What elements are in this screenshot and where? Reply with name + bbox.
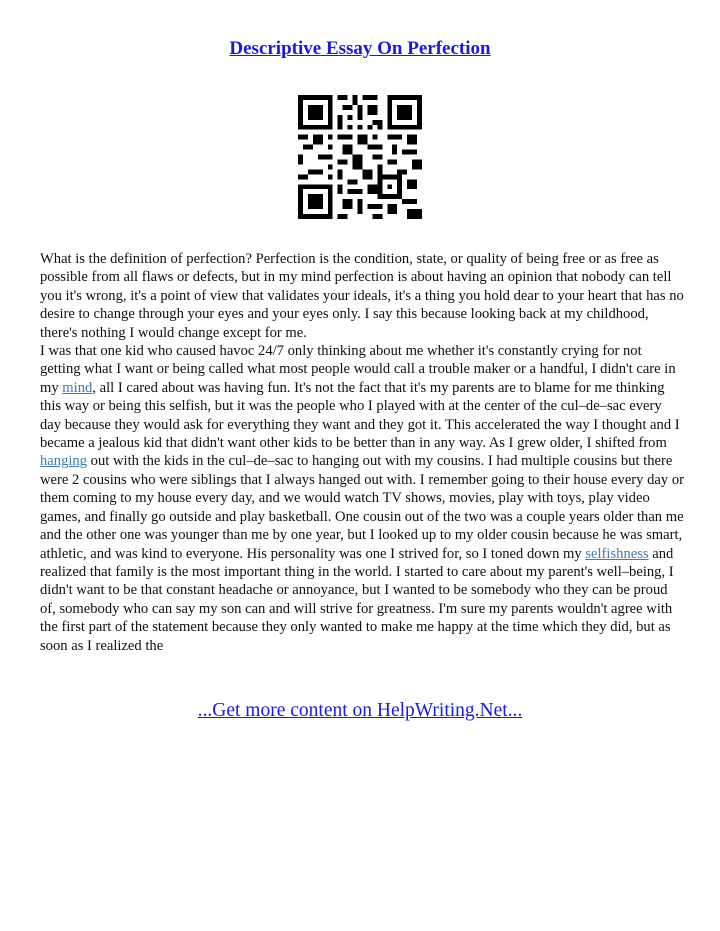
essay-text-segment: and realized that family is the most important thing in the world. I started to care about my parent's well–being, I didn't want to be that constant headache or annoyance, but I wanted to be somebody who they can be proud of, somebody who can say my son can and will strive for greatness. I'm sure my parents wouldn't agree with the first part of the statement because they only wanted to make me happy at the time which they did, but as soon as I realized the <box>40 545 674 654</box>
qr-code-icon <box>298 95 422 219</box>
page-title[interactable]: Descriptive Essay On Perfection <box>229 38 491 59</box>
essay-paragraph-1: What is the definition of perfection? Perfection is the condition, state, or quality of being free or as free as possible from all flaws or defects, but in my mind perfection is about having an opinion that nobody can tell you it's wrong, it's a point of view that validates your ideals, it's a thing you hold dear to your heart that has no desire to change through your eyes and your eyes only. I say this because looking back at my childhood, there's nothing I would change except for me. <box>40 251 684 341</box>
essay-text-segment: I was that one kid who caused havoc 24/7 only thinking about me whether it's constantly crying for not getting what I want or being called what most people would call a trouble maker or a handful, I didn't care in my <box>40 343 676 396</box>
keyword-link-selfishness[interactable]: selfishness <box>585 545 649 562</box>
essay-body <box>40 250 685 655</box>
keyword-link-hanging[interactable]: hanging <box>40 453 88 470</box>
essay-text-segment: , all I cared about was having fun. It's not the fact that it's my parents are to blame for me thinking this way or being this selfish, but it was the people who I played with at the center of the cul–de–sac every day because they would ask for everything they want and they got it. This accelerated the way I thought and I became a jealous kid that didn't want other kids to be better than in any way. As I grew older, I shifted from <box>40 379 680 452</box>
keyword-link-mind[interactable]: mind <box>62 379 93 396</box>
essay-text-segment: out with the kids in the cul–de–sac to hanging out with my cousins. I had multiple cousins but there were 2 cousins who were siblings that I always hanged out with. I remember going to their house every day or them coming to my house every day, and we would watch TV shows, movies, play with toys, play video games, and finally go outside and play basketball. One cousin out of the two was a couple years older than me and the other one was younger than me by one year, but I looked up to my older cousin because he was smart, athletic, and was kind to everyone. His personality was one I strived for, so I toned down my <box>40 453 684 562</box>
get-more-content-link[interactable]: ...Get more content on HelpWriting.Net... <box>197 700 523 721</box>
essay-paragraph-2 <box>40 342 685 655</box>
